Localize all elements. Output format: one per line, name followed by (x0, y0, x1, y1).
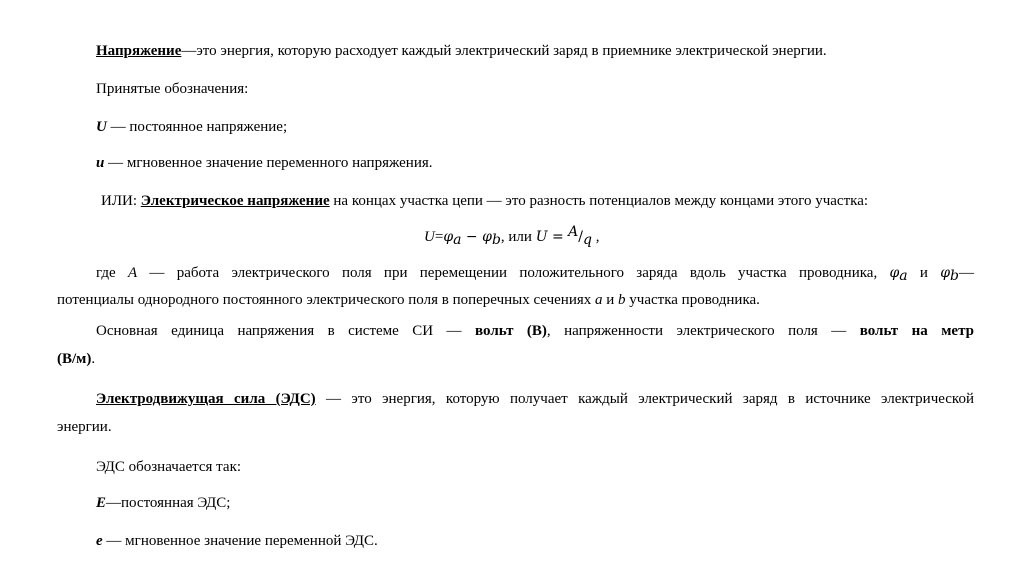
formula-U2: U (535, 229, 548, 245)
explanation-and-2: и (602, 292, 619, 308)
explanation-work-text: — работа электрического поля при перемещении положительного заряда вдоль участка проводника, (137, 265, 890, 281)
explanation-line-1 (96, 264, 974, 282)
symbol-e: e (96, 533, 103, 549)
definition-voltage (96, 42, 827, 60)
formula-phi-a: φ (443, 229, 454, 245)
formula-phi-b: φ (482, 229, 492, 245)
symbol-phi-a: φ (889, 265, 900, 281)
symbol-phi-b-sub: b (950, 268, 959, 284)
si-units-end: . (91, 351, 96, 367)
definition-emf-line-2: энергии. (57, 419, 112, 435)
notation-e-text: — мгновенное значение переменной ЭДС. (102, 533, 378, 549)
notation-e (96, 532, 378, 550)
notation-u (96, 154, 433, 172)
notation-U (96, 118, 287, 136)
symbol-E: E (96, 495, 107, 511)
notation-u-text: — мгновенное значение переменного напряжения. (104, 155, 433, 171)
unit-volt-per-meter: вольт на метр (859, 323, 974, 339)
explanation-potentials-text: потенциалы однородного постоянного электрического поля в поперечных сечениях (57, 292, 596, 308)
explanation-and: и (907, 265, 941, 281)
formula-equals2: = (547, 229, 569, 245)
formula (424, 224, 600, 248)
term-emf: Электродвижущая сила (ЭДС) (96, 391, 316, 407)
notation-E-text: —постоянная ЭДС; (106, 495, 231, 511)
or-prefix: ИЛИ: (101, 193, 141, 209)
unit-volt: вольт (В) (475, 323, 547, 339)
symbol-u: u (96, 155, 105, 171)
formula-minus: − (461, 229, 483, 245)
formula-slash: / (578, 229, 583, 245)
term-voltage: Напряжение (96, 43, 182, 59)
si-units-text: Основная единица напряжения в системе СИ — (96, 323, 476, 339)
symbol-b: b (618, 292, 626, 308)
symbol-A: A (127, 265, 138, 281)
formula-sub-b: b (491, 232, 501, 248)
symbol-U: U (96, 119, 107, 135)
notation-E (96, 494, 230, 512)
explanation-dash: — (959, 265, 974, 281)
definition-emf-text: — это энергия, которую получает каждый электрический заряд в источнике электрической (315, 391, 974, 407)
unit-volt-per-meter-abbr: (В/м) (57, 351, 92, 367)
formula-numerator: A (568, 224, 579, 240)
symbol-a: a (595, 292, 603, 308)
definition-emf-line-1 (96, 390, 974, 408)
formula-or: , или (500, 229, 536, 245)
emf-notation-heading: ЭДС обозначается так: (96, 459, 242, 475)
formula-U: U (424, 229, 435, 245)
definition-electric-voltage-text: на концах участка цепи — это разность потенциалов между концами этого участка: (329, 193, 869, 209)
formula-equals: = (434, 229, 444, 245)
notation-U-text: — постоянное напряжение; (106, 119, 288, 135)
symbol-phi-b: φ (940, 265, 951, 281)
formula-denominator: q (583, 232, 592, 248)
formula-sub-a: a (453, 232, 462, 248)
term-electric-voltage: Электрическое напряжение (140, 193, 330, 209)
explanation-end: участка проводника. (625, 292, 760, 308)
si-units-line-2 (57, 350, 95, 368)
explanation-where: где (96, 265, 128, 281)
symbol-phi-a-sub: a (899, 268, 908, 284)
explanation-line-2 (57, 291, 760, 309)
formula-end: , (591, 229, 600, 245)
si-units-text-2: , напряженности электрического поля — (546, 323, 860, 339)
definition-voltage-text: —это энергия, которую расходует каждый электрический заряд в приемнике электрической энергии. (181, 43, 827, 59)
si-units-line-1 (96, 322, 974, 340)
definition-electric-voltage (101, 192, 868, 210)
notation-heading: Принятые обозначения: (96, 81, 249, 97)
